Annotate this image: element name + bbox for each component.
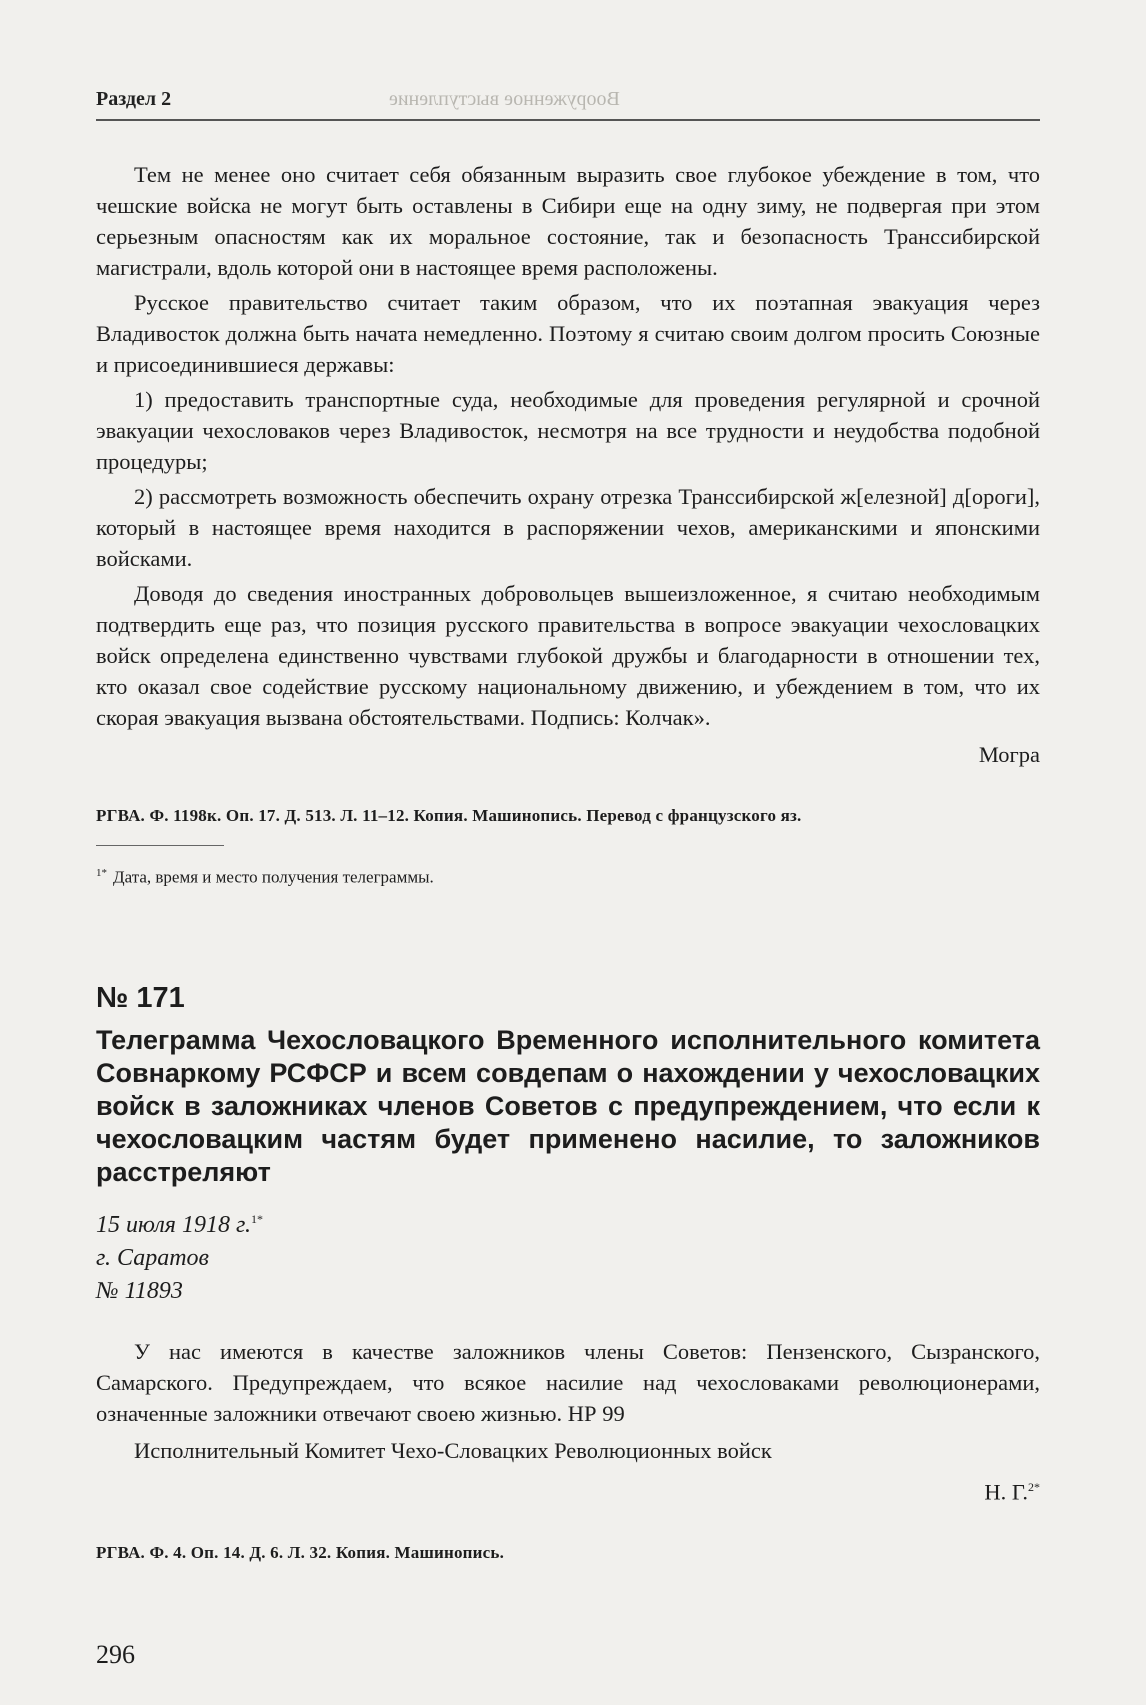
bleed-through-heading: Вооруженное выступление bbox=[389, 88, 620, 110]
section-label: Раздел 2 bbox=[96, 88, 172, 110]
date-footnote-mark: 1* bbox=[251, 1211, 263, 1226]
paragraph: Русское правительство считает таким образом, что их поэтапная эвакуация через Владивосток должна быть начата немедленно. Поэтому я считаю своим долгом просить Союзные и присоединившиеся державы: bbox=[96, 290, 1040, 377]
document-date: 15 июля 1918 г.$^{1*}$ bbox=[96, 1211, 263, 1238]
document-registry-number: № 11893 bbox=[96, 1277, 183, 1304]
footnote-divider bbox=[96, 845, 224, 846]
document-signature: Н. Г.$^{2*}$ bbox=[984, 1479, 1040, 1505]
running-head bbox=[96, 88, 1040, 121]
paragraph: Исполнительный Комитет Чехо-Словацких Революционных войск bbox=[134, 1437, 772, 1463]
footnote-mark: 1* bbox=[96, 867, 107, 879]
document-place: г. Саратов bbox=[96, 1244, 209, 1271]
signoff: Могра bbox=[978, 742, 1040, 767]
document-number: № 171 bbox=[96, 981, 185, 1014]
continuation-text bbox=[96, 159, 1040, 1568]
document-meta bbox=[96, 1203, 1040, 1308]
footnote-text: Дата, время и место получения телеграммы. bbox=[113, 867, 434, 887]
archive-source: РГВА. Ф. 4. Оп. 14. Д. 6. Л. 32. Копия. Машинопись. bbox=[96, 1543, 505, 1563]
signature-footnote-mark: 2* bbox=[1028, 1479, 1040, 1494]
paragraph: Доводя до сведения иностранных добровольцев вышеизложенное, я считаю необходимым подтвердить еще раз, что позиция русского правительства в вопросе эвакуации чехословацких войск определена единственно чувствами глубокой дружбы и благодарности в отношении тех, кто оказал свое содействие русскому национальному движению, и убеждением в том, что их скорая эвакуация вызвана обстоятельствами. Подпись: Колчак». bbox=[96, 581, 1040, 730]
paragraph: 2) рассмотреть возможность обеспечить охрану отрезка Транссибирской ж[елезной] д[ороги], который в настоящее время находится в распоряжении чехов, американскими и японскими войсками. bbox=[96, 484, 1040, 571]
footnote bbox=[96, 858, 1040, 893]
archive-source: РГВА. Ф. 1198к. Оп. 17. Д. 513. Л. 11–12. Копия. Машинопись. Перевод с французского яз. bbox=[96, 806, 802, 825]
document-title: Телеграмма Чехословацкого Временного исполнительного комитета Совнаркому РСФСР и всем совдепам о нахождении у чехословацких войск в заложниках членов Советов с предупреждением, что если к чехословацким частям будет применено насилие, то заложников расстреляют bbox=[96, 1024, 1040, 1187]
paragraph: У нас имеются в качестве заложников члены Советов: Пензенского, Сызранского, Самарского. Предупреждаем, что всякое насилие над чехословаками революционерами, означенные заложники отвечают своею жизнью. НР 99 bbox=[96, 1338, 1040, 1426]
paragraph: Тем не менее оно считает себя обязанным выразить свое глубокое убеждение в том, что чешские войска не могут быть оставлены в Сибири еще на одну зиму, не подвергая при этом серьезным опасностям как их моральное состояние, так и безопасность Транссибирской магистрали, вдоль которой они в настоящее время расположены. bbox=[96, 162, 1040, 280]
paragraph: 1) предоставить транспортные суда, необходимые для проведения регулярной и срочной эвакуации чехословаков через Владивосток, несмотря на все трудности и неудобства подобной процедуры; bbox=[96, 387, 1040, 474]
document-body bbox=[96, 1336, 1040, 1508]
page-number: 296 bbox=[96, 1640, 135, 1669]
